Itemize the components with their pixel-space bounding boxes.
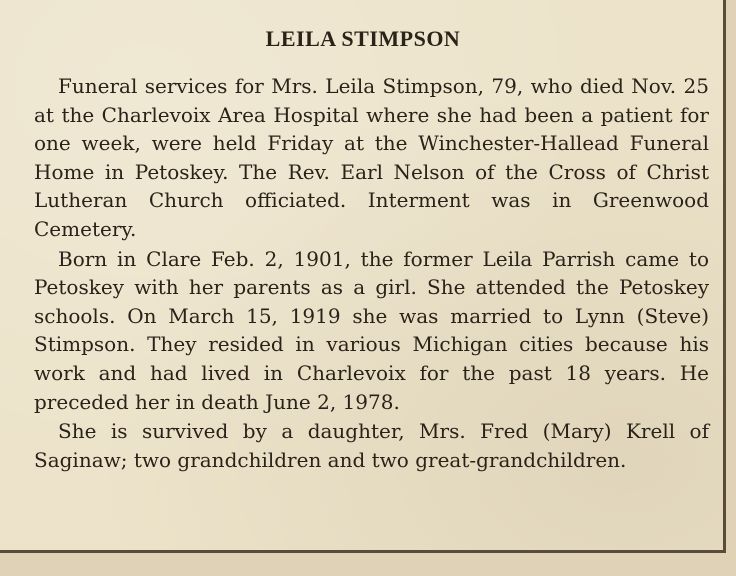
obituary-paragraph-survivors: She is survived by a daughter, Mrs. Fred (Mary) Krell of Saginaw; two grandchildren and two great-grandchildren. xyxy=(34,419,709,472)
background-margin-bottom xyxy=(0,553,736,576)
obituary-headline: LEILA STIMPSON xyxy=(265,26,461,51)
obituary-paragraph-services: Funeral services for Mrs. Leila Stimpson, 79, who died Nov. 25 at the Charlevoix Area Hospital where she had been a patient for one week, were held Friday at the Winchester-Hallead Funeral Home in Petoskey. The Rev. Earl Nelson of the Cross of Christ Lutheran Church officiated. Interment was in Greenwood Cemetery. xyxy=(34,74,709,241)
background-margin-right xyxy=(726,0,736,576)
obituary-paragraph-biography: Born in Clare Feb. 2, 1901, the former Leila Parrish came to Petoskey with her parents as a girl. She attended the Petoskey schools. On March 15, 1919 she was married to Lynn (Steve) Stimpson. They resided in various Michigan cities because his work and had lived in Charlevoix for the past 18 years. He preceded her in death June 2, 1978. xyxy=(34,246,709,414)
obituary-body xyxy=(34,72,709,475)
